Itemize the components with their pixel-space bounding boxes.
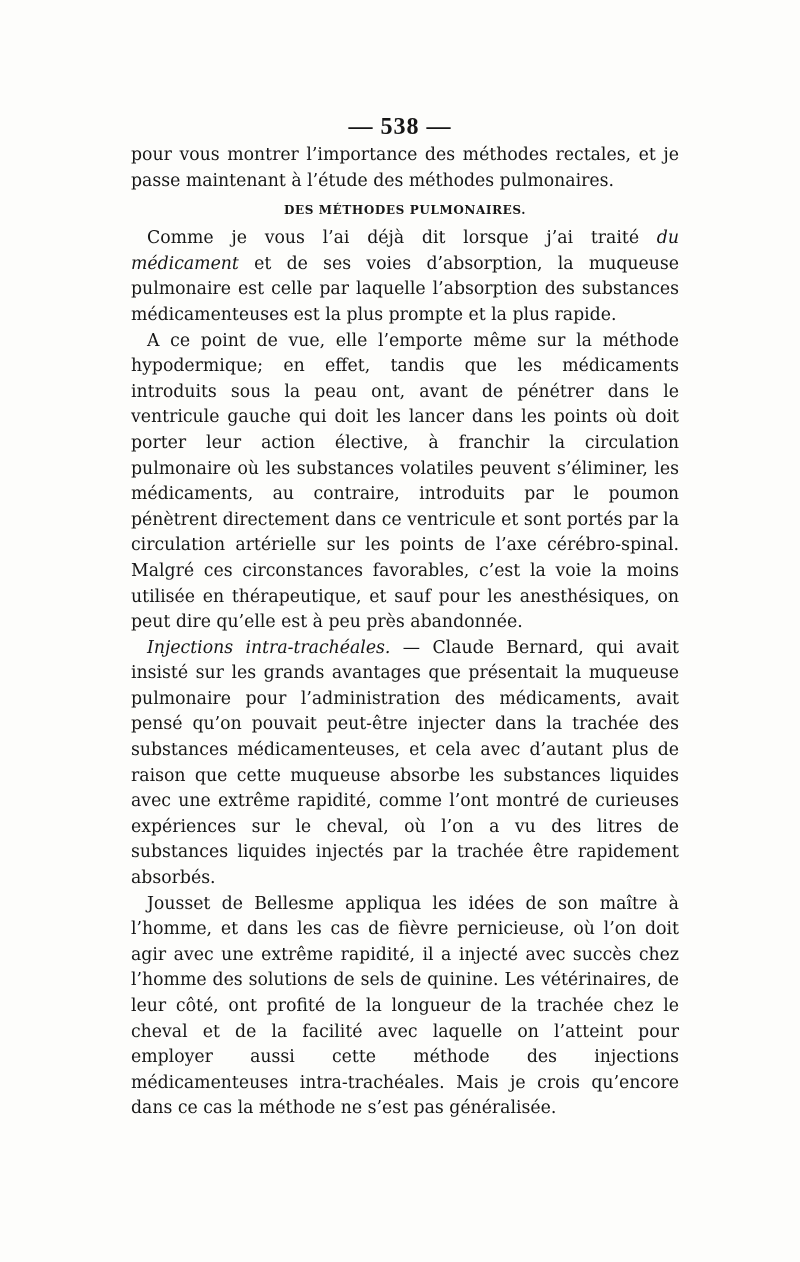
page-number: — 538 —: [348, 114, 452, 140]
intro-paragraph: pour vous montrer l’importance des méthodes rectales, et je passe maintenant à l’étude des méthodes pulmonaires.: [131, 145, 679, 191]
paragraph-3-text: — Claude Bernard, qui avait insisté sur les grands avantages que présentait la muqueuse pulmonaire pour l’administration des médicaments, avait pensé qu’on pouvait peut-être injecter dans la trachée des substances médicamenteuses, et cela avec d’autant plus de raison que cette muqueuse absorbe les substances liquides avec une extrême rapidité, comme l’ont montré de curieuses expériences sur le cheval, où l’on a vu des litres de substances liquides injectés par la trachée être rapidement absorbés.: [131, 637, 680, 889]
paragraph-3: [131, 636, 679, 892]
body-text: [131, 143, 679, 1122]
paragraph-1-text-after: et de ses voies d’absorption, la muqueuse pulmonaire est celle par laquelle l’absorption des substances médicamenteuses est la plus prompte et la plus rapide.: [131, 253, 679, 325]
paragraph-4: Jousset de Bellesme appliqua les idées de son maître à l’homme, et dans les cas de fièvre pernicieuse, où l’on doit agir avec une extrême rapidité, il a injecté avec succès chez l’homme des solutions de sels de quinine. Les vétérinaires, de leur côté, ont profité de la longueur de la trachée chez le cheval et de la facilité avec laquelle on l’atteint pour employer aussi cette méthode des injections médicamenteuses intra-trachéales. Mais je crois qu’encore dans ce cas la méthode ne s’est pas généralisée.: [131, 893, 679, 1119]
paragraph-1-italic: du médicament: [131, 228, 679, 274]
paragraph-1: [131, 226, 679, 328]
paragraph-3-italic-heading: Injections intra-trachéales.: [147, 637, 391, 658]
section-heading: DES MÉTHODES PULMONAIRES.: [283, 203, 527, 218]
paragraph-2: A ce point de vue, elle l’emporte même sur la méthode hypodermique; en effet, tandis que les médicaments introduits sous la peau ont, avant de pénétrer dans le ventricule gauche qui doit les lancer dans les points où doit porter leur action élective, à franchir la circulation pulmonaire où les substances volatiles peuvent s’éliminer, les médicaments, au contraire, introduits par le poumon pénètrent directement dans ce ventricule et sont portés par la circulation artérielle sur les points de l’axe cérébro-spinal. Malgré ces circonstances favorables, c’est la voie la moins utilisée en thérapeutique, et sauf pour les anesthésiques, on peut dire qu’elle est à peu près abandonnée.: [131, 330, 679, 633]
paragraph-1-text-before: Comme je vous l’ai déjà dit lorsque j’ai traité: [147, 228, 657, 249]
